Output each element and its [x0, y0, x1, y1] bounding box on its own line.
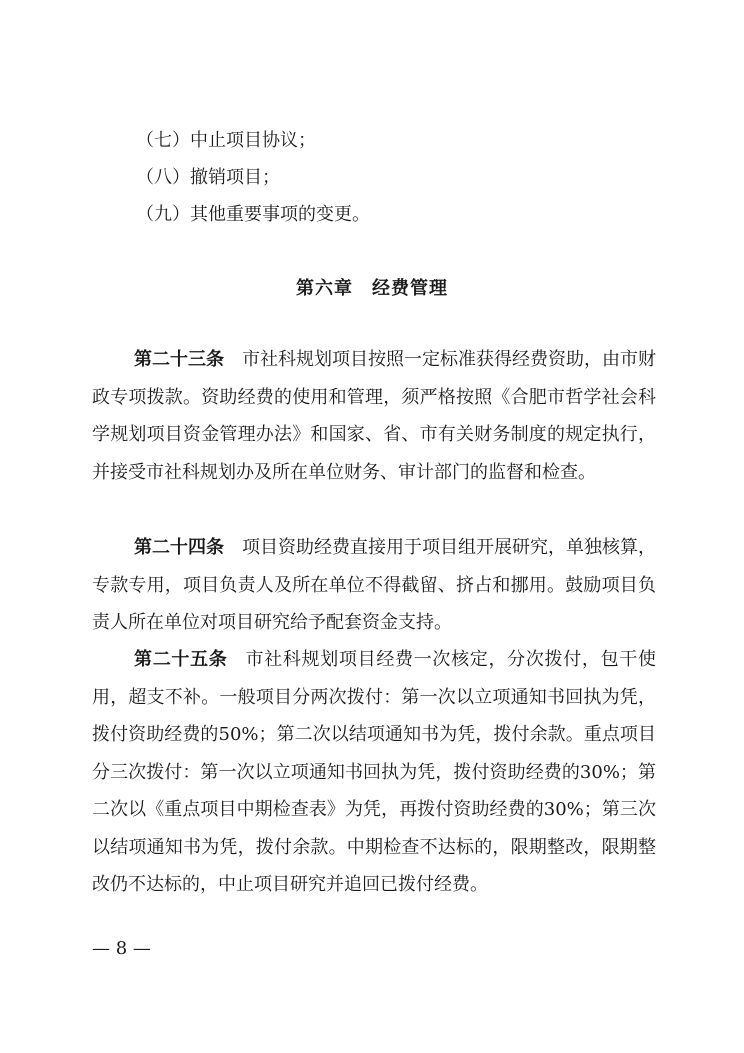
chapter-title: 第六章 经费管理: [296, 278, 448, 299]
article-25-text: 市社科规划项目经费一次核定，分次拨付，包干使用，超支不补。一般项目分两次拨付：第一次以立项通知书回执为凭，拨付资助经费的50%；第二次以结项通知书为凭，拨付余款。重点项目分三次拨付：第一次以立项通知书回执为凭，拨付资助经费的30%；第二次以《重点项目中期检查表》为凭，再拨付资助经费的30%；第三次以结项通知书为凭，拨付余款。中期检查不达标的，限期整改，限期整改仍不达标的，中止项目研究并追回已拨付经费。: [92, 649, 657, 895]
list-item-8: （八）撤销项目；: [136, 167, 280, 188]
article-24: [92, 529, 656, 642]
page-number: — 8 —: [92, 938, 151, 959]
article-25-heading: 第二十五条: [134, 649, 228, 670]
article-25: [92, 641, 656, 904]
list-item-7: （七）中止项目协议；: [136, 130, 316, 151]
article-23-heading: 第二十三条: [134, 349, 224, 370]
list-item-9: （九）其他重要事项的变更。: [136, 204, 370, 225]
article-24-heading: 第二十四条: [134, 537, 224, 558]
article-24-text: 项目资助经费直接用于项目组开展研究，单独核算，专款专用，项目负责人及所在单位不得截留、挤占和挪用。鼓励项目负责人所在单位对项目研究给予配套资金支持。: [92, 537, 656, 633]
article-23-text: 市社科规划项目按照一定标准获得经费资助，由市财政专项拨款。资助经费的使用和管理，须严格按照《合肥市哲学社会科学规划项目资金管理办法》和国家、省、市有关财务制度的规定执行，并接受市社科规划办及所在单位财务、审计部门的监督和检查。: [92, 349, 656, 483]
article-23: [92, 341, 656, 491]
